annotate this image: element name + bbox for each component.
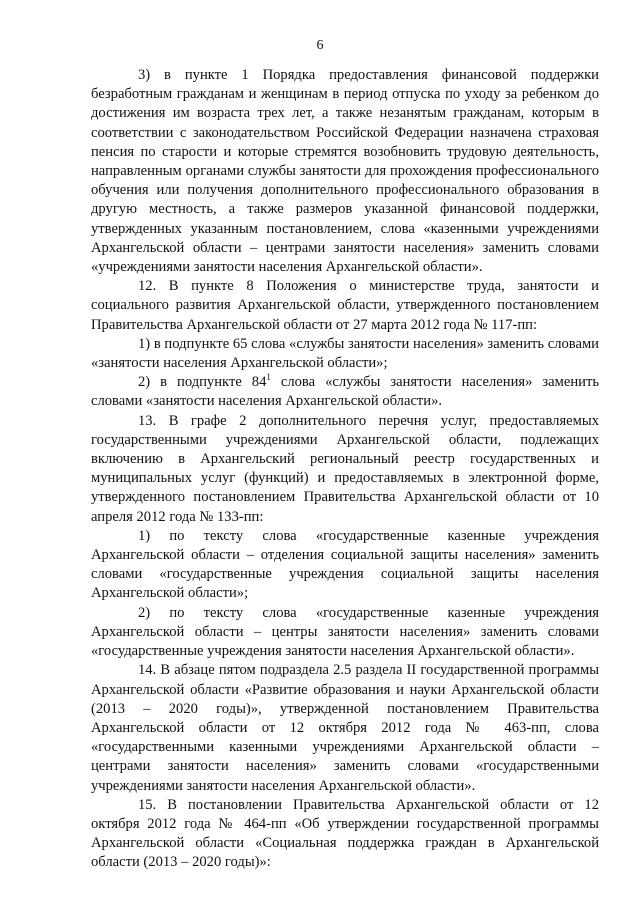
paragraph-item-15: 15. В постановлении Правительства Архангельской области от 12 октября 2012 года № 464-пп «Об утверждении государственной программы Архангельской области «Социальная поддержка граждан в Архангельской области (2013 – 2020 годы)»:: [91, 796, 599, 871]
subparagraph-13-2: 2) по тексту слова «государственные казенные учреждения Архангельской области – центры занятости населения» заменить словами «государственные учреждения занятости населения Архангельской области».: [91, 604, 599, 660]
subparagraph-12-2-end: слова «службы занятости населения» заменить словами «занятости населения Архангельской области».: [91, 374, 599, 410]
subparagraph-12-2-start: 2) в подпункте 84: [138, 374, 267, 391]
paragraph-item-14: 14. В абзаце пятом подраздела 2.5 раздела II государственной программы Архангельской области «Развитие образования и науки Архангельской области (2013 – 2020 годы)», утвержденной постановлением Правительства Архангельской области от 12 октября 2012 года № 463-пп, слова «государственными казенными учреждениями Архангельской области – центрами занятости населения» заменить словами «государственными учреждениями занятости населения Архангельской области».: [91, 662, 599, 794]
subparagraph-12-2: [91, 373, 599, 411]
subparagraph-12-1: 1) в подпункте 65 слова «службы занятости населения» заменить словами «занятости населения Архангельской области»;: [91, 335, 599, 372]
page-number: 6: [316, 38, 324, 53]
paragraph-item-3: 3) в пункте 1 Порядка предоставления финансовой поддержки безработным гражданам и женщинам в период отпуска по уходу за ребенком до достижения им возраста трех лет, а также незанятым гражданам, которым в соответствии с законодательством Российской Федерации назначена страховая пенсия по старости и которые стремятся возобновить трудовую деятельность, направленным органами службы занятости для прохождения профессионального обучения или получения дополнительного профессионального образования в другую местность, а также размеров указанной финансовой поддержки, утвержденных указанным постановлением, слова «казенными учреждениями Архангельской области – центрами занятости населения» заменить словами «учреждениями занятости населения Архангельской области».: [91, 67, 599, 276]
subparagraph-13-1: 1) по тексту слова «государственные казенные учреждения Архангельской области – отделения социальной защиты населения» заменить словами «государственные учреждения социальной защиты населения Архангельской области»;: [91, 527, 599, 602]
paragraph-item-12: 12. В пункте 8 Положения о министерстве труда, занятости и социального развития Архангельской области, утвержденного постановлением Правительства Архангельской области от 27 марта 2012 года № 117-пп:: [91, 278, 599, 333]
superscript-marker: 1: [266, 372, 271, 383]
paragraph-item-13: 13. В графе 2 дополнительного перечня услуг, предоставляемых государственными учреждениями Архангельской области, подлежащих включению в Архангельский региональный реестр государственных и муниципальных услуг (функций) и предоставляемых в электронной форме, утвержденного постановлением Правительства Архангельской области от 10 апреля 2012 года № 133-пп:: [91, 412, 599, 525]
document-body: [91, 66, 599, 873]
